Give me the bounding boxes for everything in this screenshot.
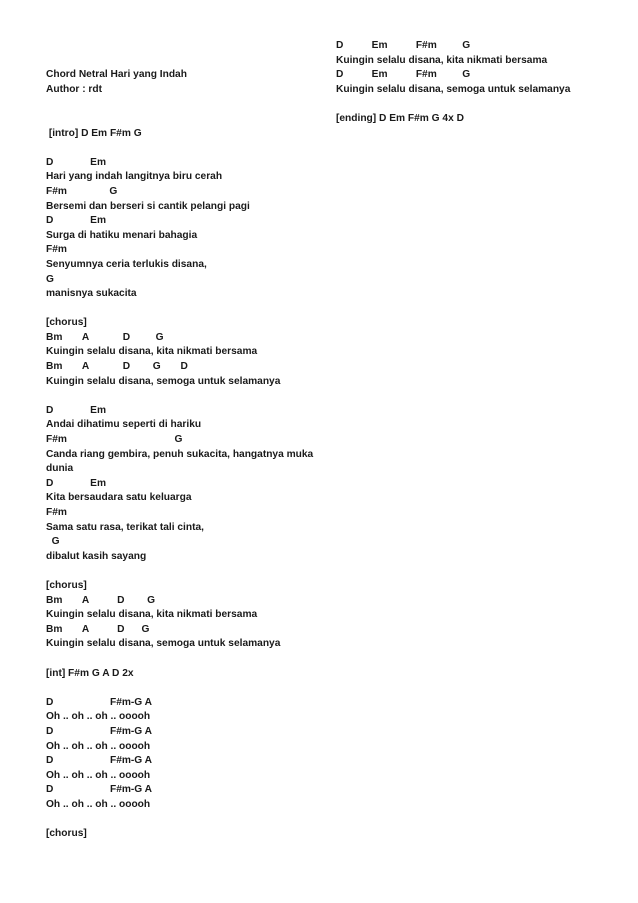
lyric-line: Kuingin selalu disana, kita nikmati bersama [336, 54, 548, 66]
chord-line: D Em [46, 156, 107, 168]
section-label: [chorus] [46, 579, 87, 591]
chorus-1 [46, 316, 318, 389]
lyric-line: Canda riang gembira, penuh sukacita, hangatnya muka dunia [46, 448, 314, 475]
outro [46, 696, 318, 813]
section-label: [chorus] [46, 317, 87, 329]
chord-line: Bm A D G [46, 623, 150, 635]
lyric-line: Andai dihatimu seperti di hariku [46, 419, 202, 431]
lyric-line: Bersemi dan berseri si cantik pelangi pagi [46, 200, 250, 212]
chord-line: D Em [46, 477, 107, 489]
chord-line: D Em [46, 404, 107, 416]
lyric-line: Kuingin selalu disana, kita nikmati bersama [46, 346, 258, 358]
chorus-2 [46, 579, 318, 652]
chord-line: F#m G [46, 185, 118, 197]
chord-line: G [46, 273, 54, 285]
chord-line: D F#m-G A [46, 755, 153, 767]
chord-line: D F#m-G A [46, 725, 153, 737]
lyric-line: Oh .. oh .. oh .. ooooh [46, 711, 151, 723]
chord-line: G [46, 536, 60, 548]
chord-line: Bm A D G [46, 331, 164, 343]
chord-line: D F#m-G A [46, 784, 153, 796]
lyric-line: Surga di hatiku menari bahagia [46, 229, 198, 241]
right-column [336, 39, 626, 127]
song-title: Chord Netral Hari yang Indah [46, 69, 187, 81]
interlude-line: [int] F#m G A D 2x [46, 667, 134, 679]
lyric-line: Kuingin selalu disana, semoga untuk selamanya [336, 83, 571, 95]
lyric-line: dibalut kasih sayang [46, 550, 147, 562]
lyric-line: Kita bersaudara satu keluarga [46, 492, 192, 504]
lyric-line: Kuingin selalu disana, semoga untuk selamanya [46, 375, 281, 387]
lyric-line: Sama satu rasa, terikat tali cinta, [46, 521, 204, 533]
lyric-line: Oh .. oh .. oh .. ooooh [46, 798, 151, 810]
final-chorus-label: [chorus] [46, 828, 87, 840]
lyric-line: Kuingin selalu disana, semoga untuk selamanya [46, 638, 281, 650]
chord-line: D Em F#m G [336, 40, 471, 51]
intro-line: [intro] D Em F#m G [46, 127, 142, 139]
lyric-line: Oh .. oh .. oh .. ooooh [46, 740, 151, 752]
author-line: Author : rdt [46, 83, 103, 95]
lyric-line: Hari yang indah langitnya biru cerah [46, 171, 223, 183]
ending-line: [ending] D Em F#m G 4x D [336, 112, 464, 124]
chord-line: F#m G [46, 434, 183, 446]
lyric-line: Senyumnya ceria terlukis disana, [46, 258, 207, 270]
verse-2 [46, 404, 318, 565]
chord-line: D Em [46, 215, 107, 227]
lyric-line: manisnya sukacita [46, 288, 137, 300]
chord-line: Bm A D G [46, 594, 156, 606]
chord-line: F#m [46, 507, 67, 518]
chord-line: D F#m-G A [46, 696, 153, 708]
verse-1 [46, 156, 318, 302]
left-column [46, 39, 318, 842]
lyric-line: Oh .. oh .. oh .. ooooh [46, 769, 151, 781]
chord-line: F#m [46, 244, 67, 256]
lyric-line: Kuingin selalu disana, kita nikmati bersama [46, 609, 258, 621]
chord-line: Bm A D G D [46, 361, 188, 373]
chord-line: D Em F#m G [336, 69, 471, 81]
